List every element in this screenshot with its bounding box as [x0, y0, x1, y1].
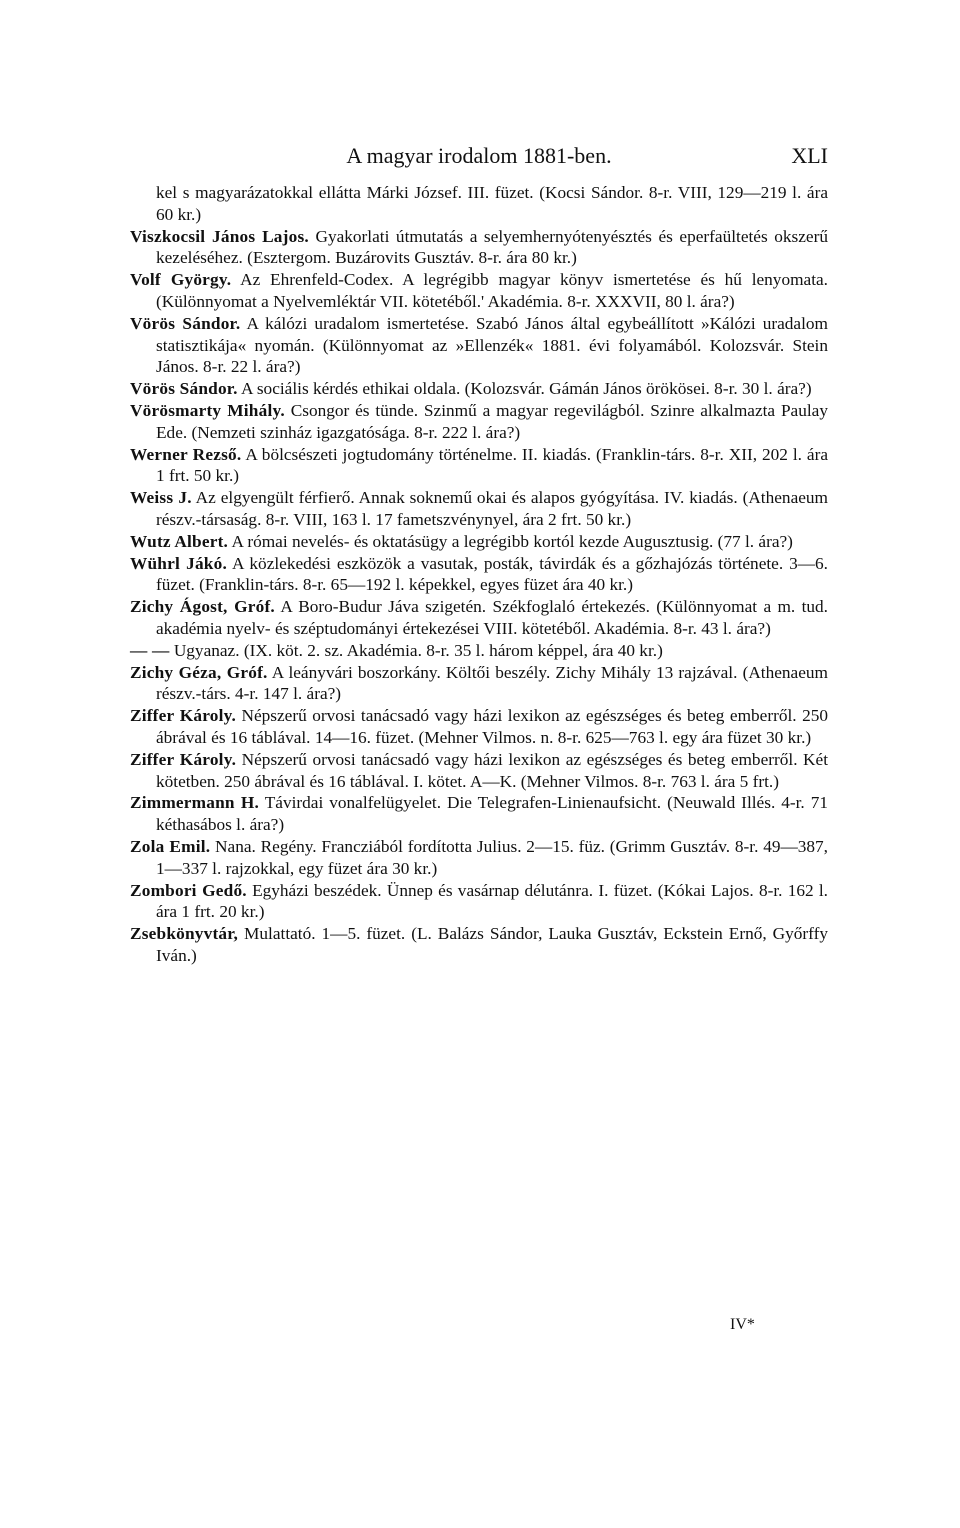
entry-author: Werner Rezső. [130, 444, 242, 464]
bibliography-entry [130, 640, 828, 662]
entry-author: Zola Emil. [130, 836, 211, 856]
entry-author: Volf György. [130, 270, 232, 290]
bibliography-entry [130, 313, 828, 378]
entry-author: Zsebkönyvtár, [130, 924, 239, 944]
entry-author: Viszkocsil János Lajos. [130, 226, 309, 246]
entry-text: Egyházi beszédek. Ünnep és vasárnap délutánra. I. füzet. (Kókai Lajos. 8-r. 162 l. ára 1 frt. 20 kr.) [156, 880, 829, 922]
entry-author: Zombori Gedő. [130, 880, 247, 900]
entry-text: Ugyanaz. (IX. köt. 2. sz. Akadémia. 8-r. 35 l. három képpel, ára 40 kr.) [173, 640, 663, 660]
entry-text: A leányvári boszorkány. Költői beszély. Zichy Mihály 13 rajzával. (Athenaeum részv.-társ. 4-r. 147 l. ára?) [156, 662, 828, 704]
bibliography-entry [130, 836, 828, 880]
bibliography-entry [130, 880, 828, 924]
bibliography-entry [130, 444, 828, 488]
bibliography-entry [130, 553, 828, 597]
entry-text: Gyakorlati útmutatás a selyemhernyótenyésztés és eperfaültetés okszerű kezeléséhez. (Esztergom. Buzárovits Gusztáv. 8-r. ára 80 kr.) [156, 226, 828, 268]
bibliography-entry [130, 487, 828, 531]
bibliography-entry [130, 531, 828, 553]
bibliography-entry [130, 182, 828, 226]
bibliography-entry [130, 378, 828, 400]
bibliography-list [130, 182, 828, 967]
entry-text: A római nevelés- és oktatásügy a legrégibb kortól kezde Augusztusig. (77 l. ára?) [231, 531, 793, 551]
entry-author: Ziffer Károly. [130, 706, 237, 726]
printer-signature: IV* [730, 1316, 755, 1333]
entry-text: kel s magyarázatokkal ellátta Márki József. III. füzet. (Kocsi Sándor. 8-r. VIII, 129—219 l. ára 60 kr.) [156, 183, 828, 224]
entry-author: Ziffer Károly. [130, 749, 237, 769]
entry-text: Mulattató. 1—5. füzet. (L. Balázs Sándor, Lauka Gusztáv, Eckstein Ernő, Győrffy Iván.) [156, 924, 828, 965]
entry-author: — — [130, 640, 170, 660]
bibliography-entry [130, 705, 828, 749]
bibliography-entry [130, 269, 828, 313]
entry-author: Wührl Jákó. [130, 553, 227, 573]
bibliography-entry [130, 226, 828, 270]
entry-author: Wutz Albert. [130, 531, 229, 551]
entry-text: Az Ehrenfeld-Codex. A legrégibb magyar könyv ismertetése és hű lenyomata. (Különnyomat a Nyelvemléktár VII. kötetéből.' Akadémia. 8-r. XXXVII, 80 l. ára?) [156, 270, 828, 311]
entry-author: Zichy Géza, Gróf. [130, 662, 268, 682]
bibliography-entry [130, 923, 828, 967]
page-number: XLI [791, 143, 828, 168]
entry-text: A bölcsészeti jogtudomány történelme. II. kiadás. (Franklin-társ. 8-r. XII, 202 l. ára 1 frt. 50 kr.) [156, 444, 828, 486]
bibliography-entry [130, 596, 828, 640]
entry-author: Vörös Sándor. [130, 379, 238, 399]
entry-author: Zimmermann H. [130, 793, 260, 813]
entry-text: Nana. Regény. Francziából fordította Julius. 2—15. füz. (Grimm Gusztáv. 8-r. 49—387, 1—337 l. rajzokkal, egy füzet ára 30 kr.) [156, 836, 828, 878]
entry-author: Vörösmarty Mihály. [130, 400, 285, 420]
entry-text: Távirdai vonalfelügyelet. Die Telegrafen-Linienaufsicht. (Neuwald Illés. 4-r. 71 kéthasábos l. ára?) [156, 793, 828, 835]
entry-author: Weiss J. [130, 488, 192, 508]
entry-author: Zichy Ágost, Gróf. [130, 597, 275, 617]
bibliography-entry [130, 749, 828, 793]
bibliography-entry [130, 792, 828, 836]
entry-text: A Boro-Budur Jáva szigetén. Székfoglaló értekezés. (Különnyomat a m. tud. akadémia nyelv- és széptudományi értekezései VIII. kötetéből. Akadémia. 8-r. 43 l. ára?) [156, 597, 828, 638]
entry-text: A sociális kérdés ethikai oldala. (Kolozsvár. Gámán János örökösei. 8-r. 30 l. ára?) [240, 379, 812, 399]
entry-text: Népszerű orvosi tanácsadó vagy házi lexikon az egészséges és beteg emberről. Két kötetben. 250 ábrával és 16 táblával. I. kötet. A—K. (Mehner Vilmos. 8-r. 763 l. ára 5 frt.) [156, 749, 829, 791]
entry-text: A közlekedési eszközök a vasutak, posták, távirdák és a gőzhajózás története. 3—6. füzet. (Franklin-társ. 8-r. 65—192 l. képekkel, egyes füzet ára 40 kr.) [156, 553, 828, 595]
bibliography-entry [130, 400, 828, 444]
entry-text: Népszerű orvosi tanácsadó vagy házi lexikon az egészséges és beteg emberről. 250 ábrával és 16 táblával. 14—16. füzet. (Mehner Vilmos. n. 8-r. 625—763 l. egy ára füzet 30 kr.) [156, 706, 829, 747]
bibliography-entry [130, 662, 828, 706]
page-header [130, 143, 828, 173]
entry-text: A kálózi uradalom ismertetése. Szabó János által egybeállított »Kálózi uradalom statisztikája« nyomán. (Különnyomat az »Ellenzék« 1881. évi folyamából. Kolozsvár. Stein János. 8-r. 22 l. ára?) [156, 313, 828, 377]
entry-text: Az elgyengült férfierő. Annak soknemű okai és alapos gyógyítása. IV. kiadás. (Athenaeum részv.-társaság. 8-r. VIII, 163 l. 17 fametszvénynyel, ára 2 frt. 50 kr.) [156, 488, 828, 529]
page-title: A magyar irodalom 1881-ben. [346, 143, 612, 168]
entry-text: Csongor és tünde. Szinmű a magyar regevilágból. Szinre alkalmazta Paulay Ede. (Nemzeti szinház igazgatósága. 8-r. 222 l. ára?) [156, 400, 828, 442]
entry-author: Vörös Sándor. [130, 313, 241, 333]
